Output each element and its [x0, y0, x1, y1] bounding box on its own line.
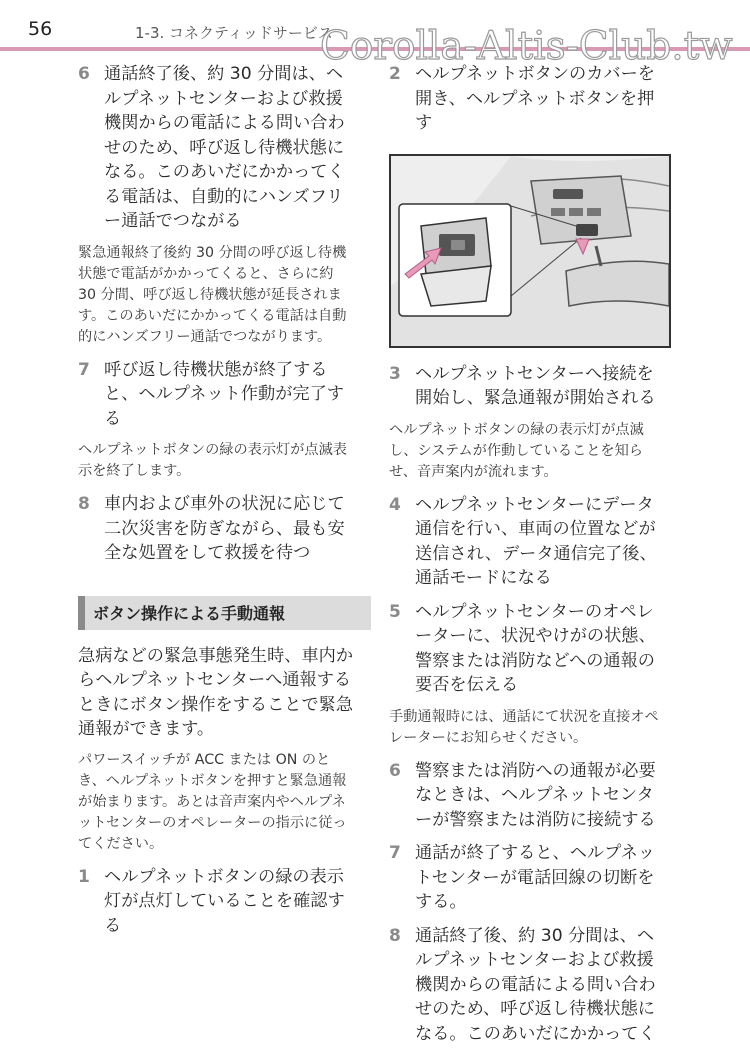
step-number: 8 [78, 494, 90, 514]
step-text: ヘルプネットボタンのカバーを開き、ヘルプネットボタンを押す [415, 64, 655, 133]
step-text: 警察または消防への通報が必要なときは、ヘルプネットセンターが警察または消防に接続する [415, 760, 656, 830]
step-text: ヘルプネットボタンの緑の表示灯が点灯していることを確認する [104, 866, 345, 936]
step-number: 6 [389, 760, 401, 781]
step-text: 通話終了後、約 30 分間は、ヘルプネットセンターおよび救援機関からの電話による問い合わせのため、呼び返し待機状態になる。このあいだにかかってくる電話は、自動的にハンズフリー通話でつながる [104, 64, 345, 231]
note-indicator-blink: ヘルプネットボタンの緑の表示灯が点滅し、システムが作動していることを知らせ、音声案内が流れます。 [389, 421, 644, 480]
overhead-console-drawing [391, 156, 669, 346]
step-number: 4 [389, 494, 401, 515]
step-text: ヘルプネットセンターのオペレーターに、状況やけがの状態、警察または消防などへの通報の要否を伝える [415, 601, 656, 695]
section-label: 1-3. コネクティッドサービス [135, 24, 333, 42]
step-text: ヘルプネットセンターにデータ通信を行い、車両の位置などが送信され、データ通信完了後、通話モードになる [415, 494, 657, 588]
page-header [0, 0, 750, 69]
page-number: 56 [28, 18, 53, 40]
step-5 [389, 600, 669, 698]
step-number: 5 [389, 601, 401, 622]
step-number: 7 [78, 359, 90, 380]
section-heading [78, 596, 371, 630]
step-number: 6 [78, 64, 90, 84]
step-8 [78, 492, 354, 566]
step-number: 1 [78, 866, 90, 887]
step-6 [78, 62, 354, 234]
section-heading-text: ボタン操作による手動通報 [93, 603, 286, 623]
left-column [78, 62, 354, 947]
step-number: 2 [389, 64, 401, 84]
note-callback-extension: 緊急通報終了後約 30 分間の呼び返し待機状態で電話がかかってくると、さらに約 30 分間、呼び返し待機状態が延長されます。このあいだにかかってくる電話は自動的にハンズフリー通話でつながります。 [78, 244, 347, 345]
note-indicator-end: ヘルプネットボタンの緑の表示灯が点滅表示を終了します。 [78, 442, 347, 479]
step-number: 3 [389, 363, 401, 384]
step-number: 7 [389, 843, 401, 863]
step-text: ヘルプネットセンターへ接続を開始し、緊急通報が開始される [415, 363, 656, 408]
step-text: 車内および車外の状況に応じて二次災害を防ぎながら、最も安全な処置をして救援を待つ [104, 494, 345, 563]
watermark: Corolla-Altis-Club.tw [320, 24, 733, 69]
step-2 [389, 62, 669, 136]
step-8 [389, 924, 669, 1047]
step-number: 8 [389, 925, 401, 946]
step-text: 通話終了後、約 30 分間は、ヘルプネットセンターおよび救援機関からの電話による問い合わせのため、呼び返し待機状態になる。このあいだにかかってく [415, 925, 656, 1044]
step-4 [389, 493, 669, 591]
helpnet-button-illustration [389, 154, 671, 348]
step-3 [389, 362, 669, 411]
note-manual-call: 手動通報時には、通話にて状況を直接オペレーターにお知らせください。 [389, 708, 659, 746]
step-6 [389, 759, 669, 833]
step-text: 通話が終了すると、ヘルプネットセンターが電話回線の切断をする。 [415, 843, 655, 912]
note-power-switch: パワースイッチが ACC または ON のとき、ヘルプネットボタンを押すと緊急通報が始まります。あとは音声案内やヘルプネットセンターのオペレーターの指示に従ってください。 [78, 751, 347, 852]
right-column [389, 62, 669, 1055]
step-text: 呼び返し待機状態が終了すると、ヘルプネット作動が完了する [104, 359, 344, 429]
step-7 [389, 841, 669, 915]
manual-report-intro: 急病などの緊急事態発生時、車内からヘルプネットセンターへ通報するときにボタン操作をすることで緊急通報ができます。 [78, 645, 354, 739]
step-1 [78, 865, 354, 939]
step-7 [78, 358, 354, 432]
